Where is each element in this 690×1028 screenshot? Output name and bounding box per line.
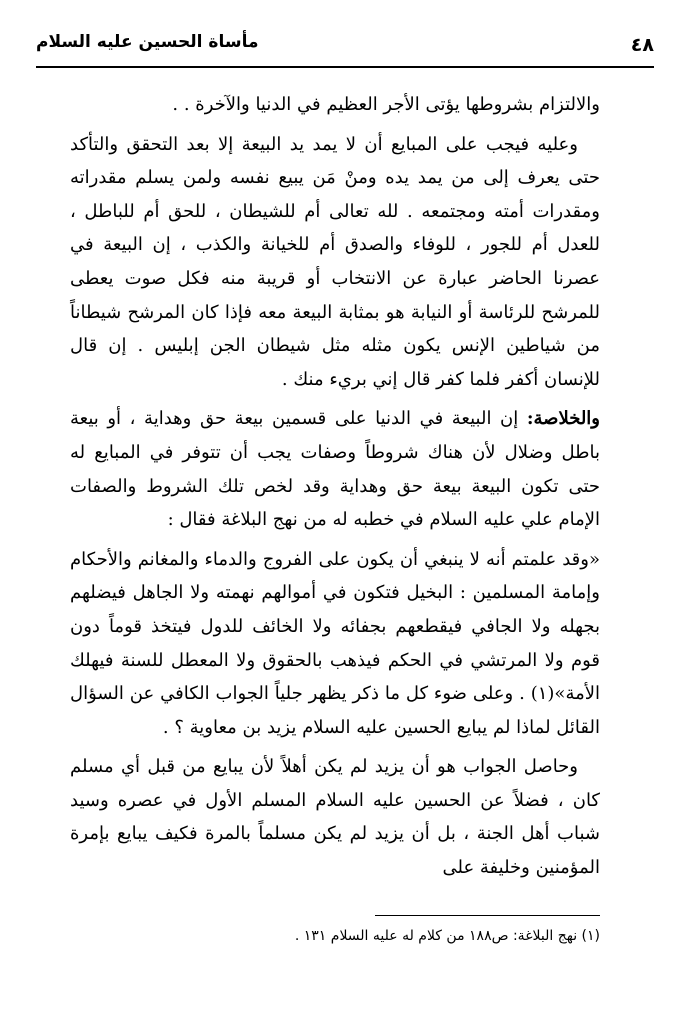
book-title: مأساة الحسين عليه السلام [36,32,259,52]
paragraph-1: والالتزام بشروطها يؤتى الأجر العظيم في الدنيا والآخرة . . [172,94,600,115]
quotation-paragraph: «وقد علمتم أنه لا ينبغي أن يكون على الفروج والدماء والمغانم والأحكام وإمامة المسلمين : البخيل فتكون في أموالهم نهمته ولا الجاهل فيضلهم بجهله ولا الجافي فيقطعهم بجفائه ولا الخائف للدول فيتخذ قوماً دون قوم ولا المرتشي في الحكم فيذهب بالحقوق ولا المعطل للسنة فيهلك الأمة»(١) . وعلى ضوء كل ما ذكر يظهر جلياً الجواب الكافي عن السؤال القائل لماذا لم يبايع الحسين عليه السلام يزيد بن معاوية ؟ . [70,548,600,738]
paragraph-answer: وحاصل الجواب هو أن يزيد لم يكن أهلاً لأن يبايع من قبل أي مسلم كان ، فضلاً عن الحسين عليه السلام المسلم الأول في عصره وسيد شباب أهل الجنة ، بل أن يزيد لم يكن مسلماً بالمرة فكيف يبايع بإمرة المؤمنين وخليفة على [70,756,600,879]
body-text [70,88,600,885]
conclusion-label: والخلاصة: [526,408,600,430]
footnote: (١) نهج البلاغة: ص١٨٨ من كلام له عليه السلام ١٣١ . [294,928,600,944]
conclusion-text: إن البيعة في الدنيا على قسمين بيعة حق وهداية ، أو بيعة باطل وضلال لأن هناك شروطاً وصفات يجب أن تتوفر في المبايع له حتى تكون البيعة بيعة حق وهداية وقد لخص تلك الشروط والصفات الإمام علي عليه السلام في خطبه له من نهج البلاغة فقال : [70,408,600,531]
footnote-rule [375,915,600,916]
page-number: ٤٨ [630,34,654,56]
running-head [36,32,654,62]
header-rule [36,66,654,68]
paragraph-conclusion [70,402,600,536]
paragraph-2: وعليه فيجب على المبايع أن لا يمد يد البيعة إلا بعد التحقق والتأكد حتى يعرف إلى من يمد يده ومنْ مَن يبيع نفسه ولمن يسلم مقدراته ومقدرات أمته ومجتمعه . لله تعالى أم للشيطان ، للحق أم للباطل ، للعدل أم للجور ، للوفاء والصدق أم للخيانة والكذب ، إن البيعة في عصرنا الحاضر عبارة عن الانتخاب أو قريبة منه فكل صوت يعطى للمرشح للرئاسة أو النيابة هو بمثابة البيعة معه فإذا كان المرشح شيطاناً من شياطين الإنس يكون مثله مثل شيطان الجن إبليس . إن قال للإنسان أكفر فلما كفر قال إني بريء منك . [70,133,600,390]
